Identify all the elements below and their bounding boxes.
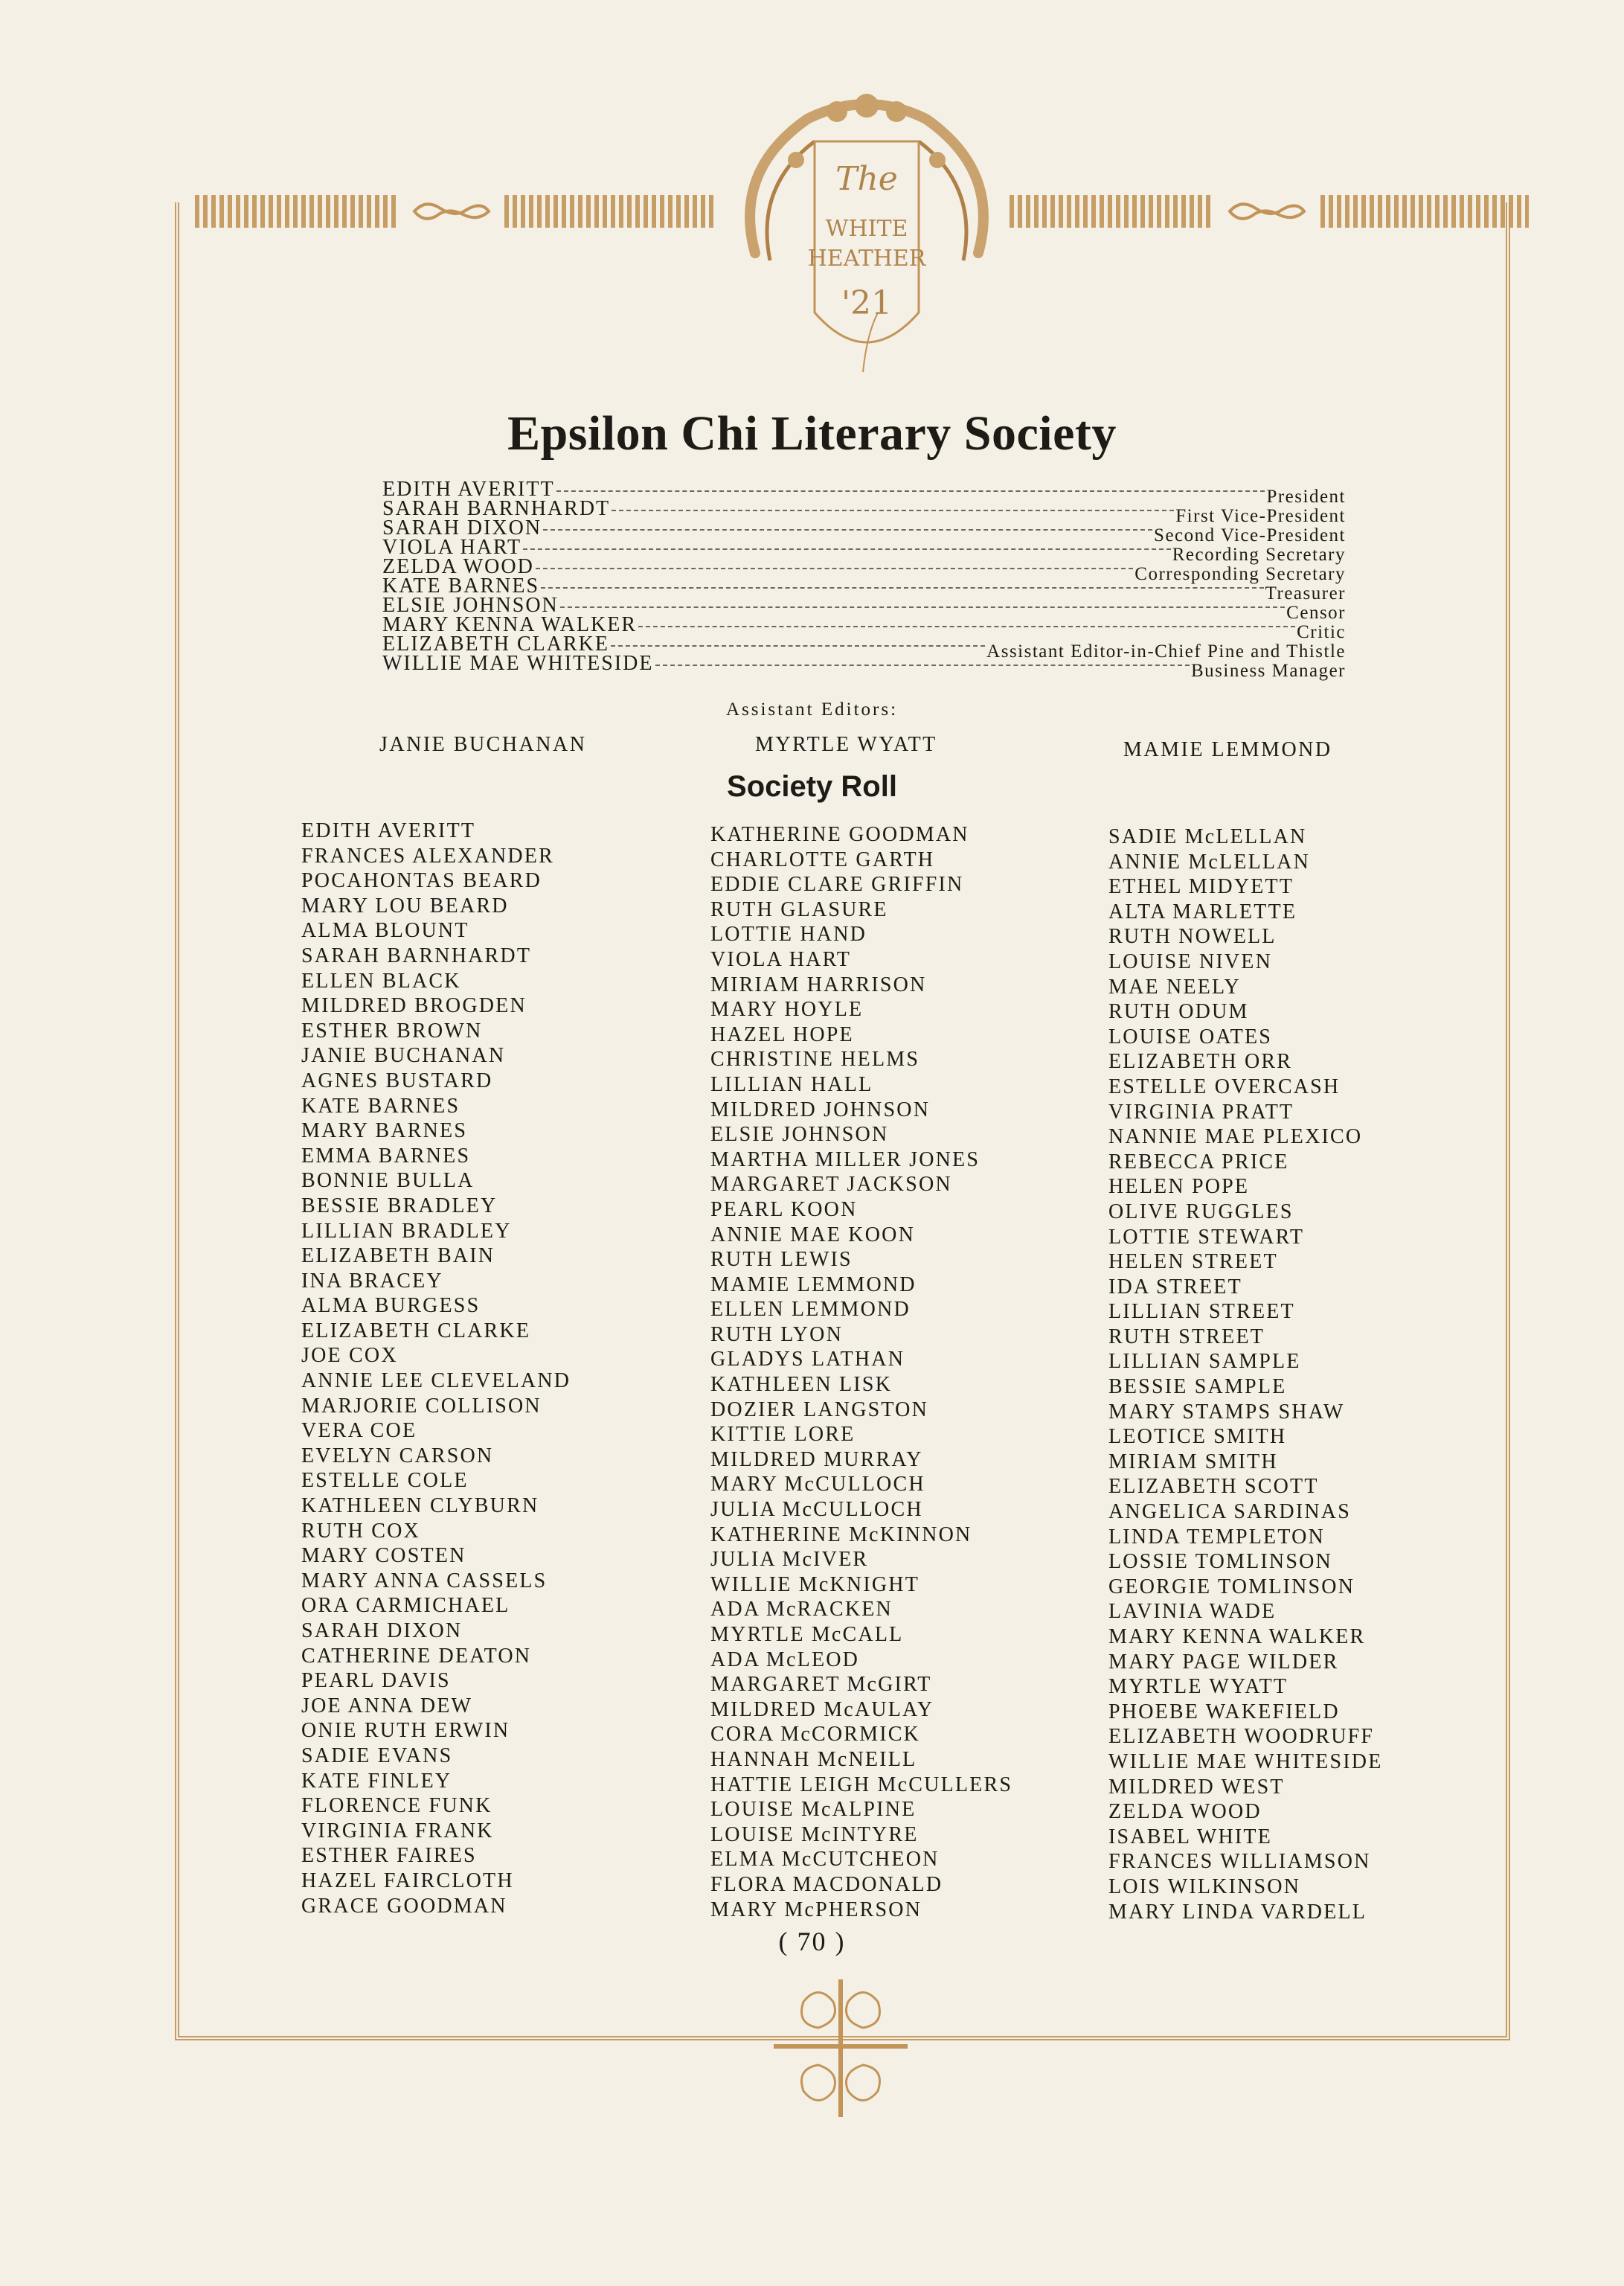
member-name: LINDA TEMPLETON — [1108, 1525, 1325, 1549]
member-name: KATHLEEN LISK — [710, 1373, 893, 1397]
member-name: ANGELICA SARDINAS — [1108, 1500, 1351, 1524]
member-name: LOSSIE TOMLINSON — [1108, 1550, 1332, 1574]
border-band-left-2 — [504, 195, 714, 228]
member-name: MARGARET JACKSON — [710, 1173, 952, 1197]
officer-name: EDITH AVERITT — [382, 478, 555, 501]
member-name: HAZEL FAIRCLOTH — [301, 1869, 514, 1892]
roll-column-1 — [301, 819, 571, 1918]
member-name: CATHERINE DEATON — [301, 1644, 532, 1668]
member-name: MARY McCULLOCH — [710, 1473, 925, 1496]
member-name: JANIE BUCHANAN — [301, 1044, 506, 1068]
roll-column-3 — [1108, 825, 1383, 1924]
member-name: ISABEL WHITE — [1108, 1825, 1273, 1848]
member-name: OLIVE RUGGLES — [1108, 1200, 1294, 1223]
member-name: LOUISE McINTYRE — [710, 1822, 919, 1846]
member-name: REBECCA PRICE — [1108, 1150, 1289, 1174]
member-name: MIRIAM HARRISON — [710, 973, 927, 996]
member-name: WILLIE MAE WHITESIDE — [1108, 1749, 1383, 1773]
member-name: ALMA BURGESS — [301, 1294, 481, 1318]
member-name: LOUISE NIVEN — [1108, 950, 1273, 973]
dot-leader — [560, 606, 1285, 608]
member-name: MARY ANNA CASSELS — [301, 1569, 548, 1592]
member-name: ESTHER FAIRES — [301, 1844, 477, 1868]
member-name: KATE FINLEY — [301, 1769, 452, 1793]
member-name: HANNAH McNEILL — [710, 1747, 917, 1771]
member-name: DOZIER LANGSTON — [710, 1397, 929, 1421]
officer-name: ELSIE JOHNSON — [382, 594, 559, 617]
officer-role: First Vice-President — [1175, 506, 1346, 526]
member-name: MARY STAMPS SHAW — [1108, 1400, 1345, 1424]
member-name: CORA McCORMICK — [710, 1723, 921, 1746]
member-name: BONNIE BULLA — [301, 1169, 475, 1193]
member-name: KATHLEEN CLYBURN — [301, 1494, 539, 1518]
member-name: ZELDA WOOD — [1108, 1800, 1262, 1824]
member-name: SARAH DIXON — [301, 1619, 463, 1642]
member-name: MAMIE LEMMOND — [710, 1272, 917, 1296]
member-name: BESSIE SAMPLE — [1108, 1375, 1287, 1399]
member-name: RUTH GLASURE — [710, 897, 888, 921]
member-name: CHRISTINE HELMS — [710, 1048, 920, 1072]
dot-leader — [611, 645, 985, 647]
officer-role: Recording Secretary — [1172, 545, 1346, 565]
officers-list — [382, 478, 1346, 681]
member-name: JOE ANNA DEW — [301, 1694, 473, 1717]
member-name: GEORGIE TOMLINSON — [1108, 1575, 1355, 1598]
member-name: MILDRED JOHNSON — [710, 1098, 931, 1121]
crest-the: The — [835, 160, 898, 198]
member-name: MARY BARNES — [301, 1119, 468, 1143]
page-title: Epsilon Chi Literary Society — [507, 406, 1117, 461]
officer-role: Corresponding Secretary — [1134, 564, 1346, 584]
member-name: RUTH COX — [301, 1519, 420, 1543]
society-roll-title: Society Roll — [727, 770, 897, 803]
assistant-editor-2: MYRTLE WYATT — [755, 733, 937, 756]
member-name: LOUISE McALPINE — [710, 1798, 917, 1822]
member-name: VIOLA HART — [710, 947, 852, 971]
member-name: LILLIAN STREET — [1108, 1300, 1295, 1324]
officer-role: Critic — [1297, 622, 1346, 642]
member-name: HELEN POPE — [1108, 1175, 1250, 1199]
member-name: EMMA BARNES — [301, 1144, 471, 1168]
member-name: MAE NEELY — [1108, 975, 1241, 999]
crest-white: WHITE — [825, 216, 908, 242]
member-name: ONIE RUTH ERWIN — [301, 1719, 510, 1743]
member-name: ALTA MARLETTE — [1108, 900, 1297, 923]
member-name: MILDRED MURRAY — [710, 1447, 923, 1471]
member-name: ETHEL MIDYETT — [1108, 875, 1294, 899]
dot-leader — [655, 665, 1190, 666]
member-name: MARTHA MILLER JONES — [710, 1147, 981, 1171]
member-name: MYRTLE McCALL — [710, 1623, 904, 1646]
crest-year: '21 — [841, 284, 893, 322]
member-name: MARY KENNA WALKER — [1108, 1625, 1366, 1648]
white-heather-crest — [725, 89, 1008, 387]
member-name: FLORA MACDONALD — [710, 1872, 943, 1896]
officer-name: ZELDA WOOD — [382, 555, 534, 578]
member-name: MARGARET McGIRT — [710, 1673, 932, 1697]
officer-role: Business Manager — [1191, 661, 1346, 681]
border-band-left-1 — [195, 195, 399, 228]
member-name: ANNIE McLELLAN — [1108, 850, 1311, 874]
thistle-ornament-icon — [774, 1972, 908, 2121]
member-name: VIRGINIA FRANK — [301, 1819, 494, 1842]
scroll-ornament-right — [1226, 195, 1308, 228]
member-name: CHARLOTTE GARTH — [710, 848, 935, 871]
officer-role: President — [1266, 487, 1346, 507]
dot-leader — [638, 626, 1295, 627]
member-name: INA BRACEY — [301, 1269, 443, 1293]
member-name: ELIZABETH CLARKE — [301, 1319, 531, 1342]
member-name: EDITH AVERITT — [301, 819, 476, 842]
member-name: LAVINIA WADE — [1108, 1600, 1277, 1624]
officer-name: VIOLA HART — [382, 536, 522, 559]
member-name: MILDRED WEST — [1108, 1775, 1285, 1799]
member-name: GRACE GOODMAN — [301, 1894, 507, 1918]
member-name: LOUISE OATES — [1108, 1025, 1273, 1048]
member-name: KATHERINE McKINNON — [710, 1523, 972, 1546]
officer-name: SARAH DIXON — [382, 516, 542, 540]
member-name: FRANCES ALEXANDER — [301, 844, 554, 868]
member-name: MARY COSTEN — [301, 1544, 466, 1568]
member-name: ALMA BLOUNT — [301, 919, 469, 943]
assistant-editor-3: MAMIE LEMMOND — [1123, 738, 1332, 761]
member-name: RUTH LYON — [710, 1322, 843, 1346]
member-name: ANNIE MAE KOON — [710, 1223, 915, 1246]
member-name: ANNIE LEE CLEVELAND — [301, 1369, 571, 1393]
member-name: SADIE EVANS — [301, 1744, 453, 1767]
officer-name: WILLIE MAE WHITESIDE — [382, 652, 654, 675]
member-name: MARY LOU BEARD — [301, 894, 509, 918]
member-name: PHOEBE WAKEFIELD — [1108, 1700, 1340, 1723]
member-name: ESTELLE COLE — [301, 1469, 469, 1493]
member-name: ELSIE JOHNSON — [710, 1123, 889, 1147]
member-name: VIRGINIA PRATT — [1108, 1100, 1294, 1124]
member-name: ELLEN LEMMOND — [710, 1298, 911, 1322]
member-name: HAZEL HOPE — [710, 1022, 854, 1046]
member-name: ELLEN BLACK — [301, 969, 461, 993]
member-name: MILDRED BROGDEN — [301, 994, 527, 1018]
member-name: LOIS WILKINSON — [1108, 1874, 1301, 1898]
member-name: PEARL DAVIS — [301, 1669, 451, 1693]
member-name: MARY HOYLE — [710, 998, 864, 1022]
member-name: JULIA McIVER — [710, 1548, 869, 1572]
member-name: ELIZABETH SCOTT — [1108, 1475, 1319, 1499]
member-name: HELEN STREET — [1108, 1250, 1278, 1274]
member-name: MILDRED McAULAY — [710, 1697, 934, 1721]
member-name: KATE BARNES — [301, 1094, 460, 1118]
member-name: MARY PAGE WILDER — [1108, 1650, 1339, 1674]
member-name: PEARL KOON — [710, 1197, 858, 1221]
officer-role: Censor — [1286, 603, 1346, 623]
member-name: NANNIE MAE PLEXICO — [1108, 1125, 1363, 1149]
member-name: RUTH STREET — [1108, 1325, 1265, 1348]
officer-role: Treasurer — [1265, 583, 1346, 603]
dot-leader — [523, 548, 1171, 550]
page-number: ( 70 ) — [778, 1927, 846, 1956]
member-name: FRANCES WILLIAMSON — [1108, 1850, 1371, 1874]
scroll-ornament-left — [411, 195, 492, 228]
member-name: FLORENCE FUNK — [301, 1794, 492, 1818]
assistant-editors-label: Assistant Editors: — [725, 699, 899, 720]
member-name: JOE COX — [301, 1344, 398, 1368]
member-name: RUTH ODUM — [1108, 1000, 1249, 1024]
officer-name: KATE BARNES — [382, 574, 540, 598]
member-name: EDDIE CLARE GRIFFIN — [710, 873, 964, 897]
member-name: MIRIAM SMITH — [1108, 1450, 1278, 1473]
member-name: EVELYN CARSON — [301, 1444, 494, 1467]
member-name: MARY McPHERSON — [710, 1898, 922, 1921]
member-name: GLADYS LATHAN — [710, 1348, 905, 1371]
member-name: MYRTLE WYATT — [1108, 1675, 1288, 1699]
member-name: ESTELLE OVERCASH — [1108, 1075, 1341, 1098]
roll-column-2 — [710, 822, 1012, 1922]
member-name: AGNES BUSTARD — [301, 1069, 493, 1092]
member-name: ORA CARMICHAEL — [301, 1594, 510, 1618]
member-name: POCAHONTAS BEARD — [301, 869, 542, 893]
dot-leader — [543, 529, 1152, 531]
member-name: WILLIE McKNIGHT — [710, 1572, 920, 1596]
dot-leader — [612, 510, 1174, 511]
member-name: RUTH NOWELL — [1108, 925, 1277, 949]
member-name: SADIE McLELLAN — [1108, 825, 1307, 848]
member-name: JULIA McCULLOCH — [710, 1498, 923, 1522]
member-name: ESTHER BROWN — [301, 1019, 483, 1043]
officer-name: MARY KENNA WALKER — [382, 613, 638, 636]
dot-leader — [556, 490, 1265, 492]
officer-role: Second Vice-President — [1154, 525, 1346, 545]
member-name: LEOTICE SMITH — [1108, 1425, 1287, 1449]
member-name: KITTIE LORE — [710, 1423, 856, 1447]
member-name: KATHERINE GOODMAN — [710, 823, 969, 846]
member-name: ADA McRACKEN — [710, 1598, 893, 1621]
member-name: ELMA McCUTCHEON — [710, 1848, 940, 1872]
member-name: MARJORIE COLLISON — [301, 1394, 542, 1418]
officer-role: Assistant Editor-in-Chief Pine and Thistle — [986, 641, 1346, 662]
dot-leader — [536, 568, 1133, 569]
border-band-right-1 — [1010, 195, 1214, 228]
member-name: IDA STREET — [1108, 1275, 1242, 1299]
crest-heather: HEATHER — [807, 246, 926, 272]
border-band-right-2 — [1320, 195, 1529, 228]
member-name: ELIZABETH ORR — [1108, 1050, 1293, 1074]
assistant-editor-1: JANIE BUCHANAN — [379, 733, 587, 756]
member-name: HATTIE LEIGH McCULLERS — [710, 1773, 1013, 1796]
officer-name: ELIZABETH CLARKE — [382, 633, 609, 656]
member-name: LILLIAN HALL — [710, 1072, 873, 1096]
member-name: LILLIAN BRADLEY — [301, 1219, 512, 1243]
member-name: ELIZABETH WOODRUFF — [1108, 1725, 1375, 1749]
member-name: LILLIAN SAMPLE — [1108, 1350, 1301, 1374]
officer-name: SARAH BARNHARDT — [382, 497, 611, 520]
member-name: BESSIE BRADLEY — [301, 1194, 498, 1217]
member-name: MARY LINDA VARDELL — [1108, 1900, 1367, 1924]
member-name: SARAH BARNHARDT — [301, 944, 532, 967]
member-name: LOTTIE STEWART — [1108, 1225, 1305, 1249]
dot-leader — [541, 587, 1264, 589]
member-name: ELIZABETH BAIN — [301, 1244, 495, 1268]
member-name: RUTH LEWIS — [710, 1248, 853, 1272]
member-name: VERA COE — [301, 1419, 417, 1443]
member-name: ADA McLEOD — [710, 1648, 860, 1671]
member-name: LOTTIE HAND — [710, 923, 867, 947]
